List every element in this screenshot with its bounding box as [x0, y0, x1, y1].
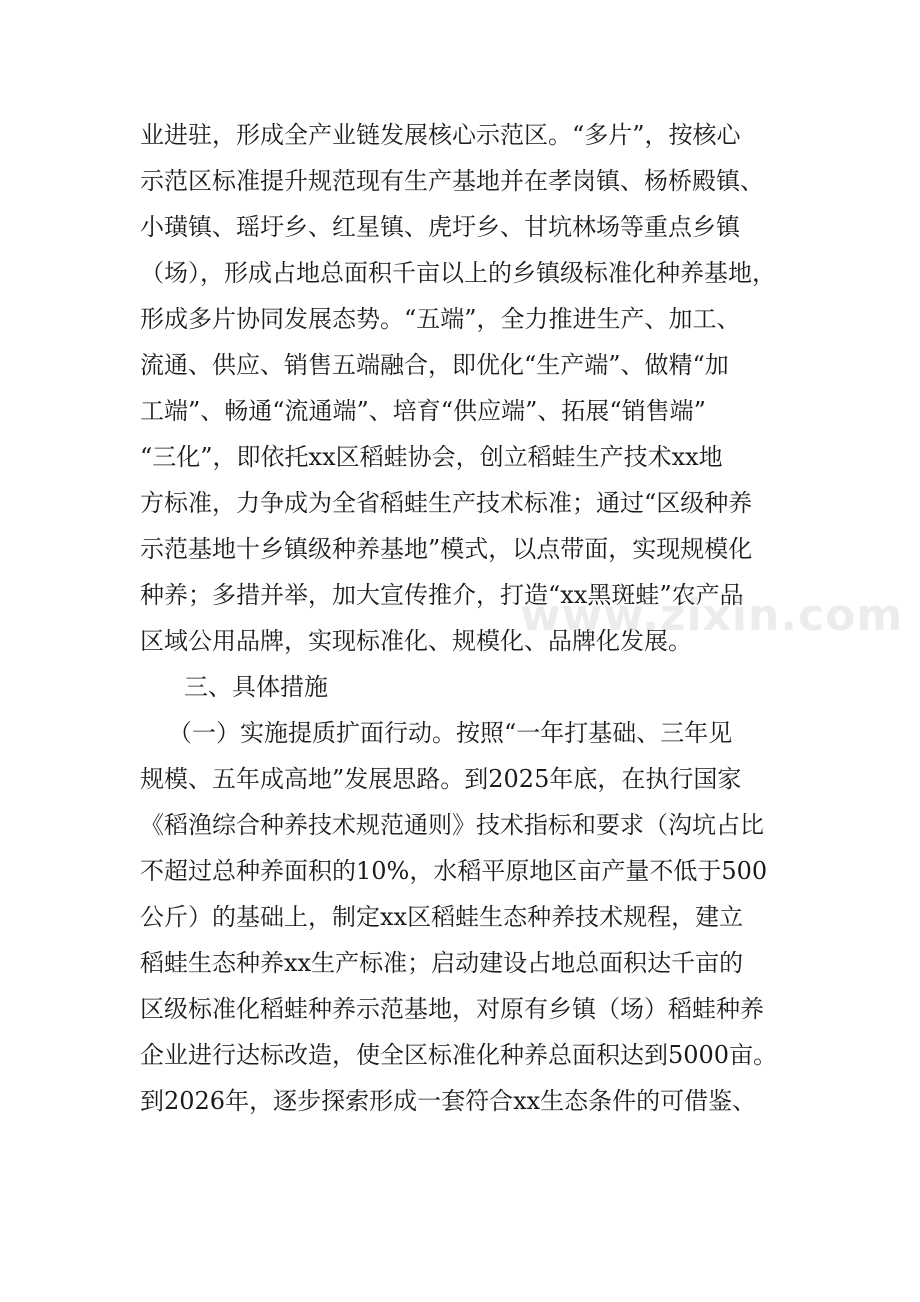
text-line: 方标准，力争成为全省稻蛙生产技术标准；通过“区级种养: [140, 489, 753, 517]
text-line: 《稻渔综合种养技术规范通则》技术指标和要求（沟坑占比: [140, 811, 764, 839]
text-line: 种养；多措并举，加大宣传推介，打造“xx黑斑蛙”农产品: [140, 581, 744, 609]
section-heading: 三、具体措施: [184, 673, 328, 701]
text-line: 稻蛙生态种养xx生产标准；启动建设占地总面积达千亩的: [140, 949, 744, 977]
text-line: （一）实施提质扩面行动。按照“一年打基础、三年见: [168, 719, 733, 747]
text-line: （场），形成占地总面积千亩以上的乡镇级标准化种养基地，: [140, 259, 776, 287]
text-line: 到2026年，逐步探索形成一套符合xx生态条件的可借鉴、: [140, 1087, 757, 1115]
text-line: 区域公用品牌，实现标准化、规模化、品牌化发展。: [140, 627, 692, 655]
watermark: www.zixin.com: [520, 590, 904, 641]
text-line: 示范区标准提升规范现有生产基地并在孝岗镇、杨桥殿镇、: [140, 167, 764, 195]
text-line: 工端”、畅通“流通端”、培育“供应端”、拓展“销售端”: [140, 397, 706, 425]
text-line: 流通、供应、销售五端融合，即优化“生产端”、做精“加: [140, 351, 729, 379]
text-line: “三化”，即依托xx区稻蛙协会，创立稻蛙生产技术xx地: [140, 443, 723, 471]
text-line: 业进驻，形成全产业链发展核心示范区。“多片”，按核心: [140, 121, 741, 149]
text-line: 形成多片协同发展态势。“五端”，全力推进生产、加工、: [140, 305, 741, 333]
text-line: 企业进行达标改造，使全区标准化种养总面积达到5000亩。: [140, 1041, 778, 1069]
text-line: 区级标准化稻蛙种养示范基地，对原有乡镇（场）稻蛙种养: [140, 995, 764, 1023]
text-line: 公斤）的基础上，制定xx区稻蛙生态种养技术规程，建立: [140, 903, 744, 931]
document-body: [140, 112, 800, 1124]
text-line: 示范基地十乡镇级种养基地”模式，以点带面，实现规模化: [140, 535, 753, 563]
text-line: 规模、五年成高地”发展思路。到2025年底，在执行国家: [140, 765, 742, 793]
text-line: 不超过总种养面积的10%，水稻平原地区亩产量不低于500: [140, 857, 768, 885]
text-line: 小璜镇、瑶圩乡、红星镇、虎圩乡、甘坑林场等重点乡镇: [140, 213, 740, 241]
